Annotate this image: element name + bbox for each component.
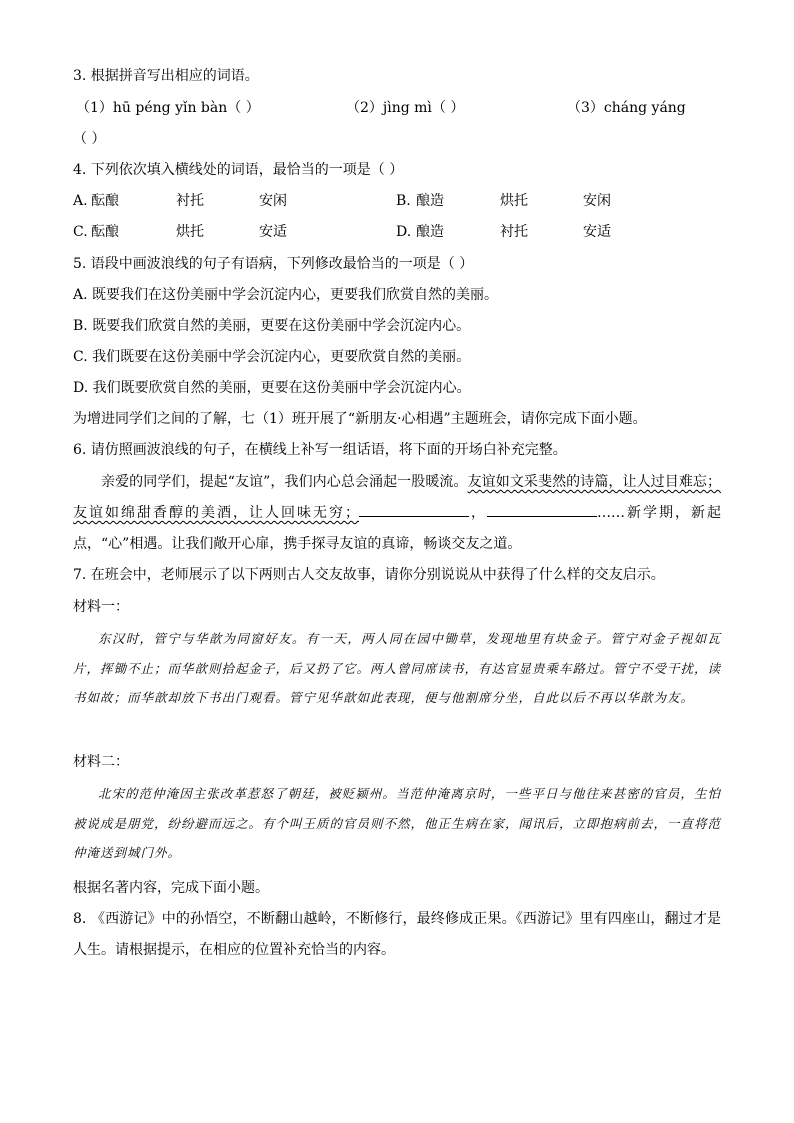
- q3-pinyin-1: （1）hū péng yǐn bàn（ ）: [76, 100, 260, 116]
- q3-stem: 3. 根据拼音写出相应的词语。: [73, 68, 259, 84]
- q5-stem: 5. 语段中画波浪线的句子有语病，下列修改最恰当的一项是（ ）: [73, 256, 474, 272]
- q4-option-b-word-2: 烘托: [500, 193, 528, 209]
- q5-option-d: D. 我们既要欣赏自然的美丽，更要在这份美丽中学会沉淀内心。: [73, 380, 471, 396]
- q3-pinyin-2: （2）jìng mì（ ）: [346, 100, 465, 116]
- q7-material-2-text: 北宋的范仲淹因主张改革惹怒了朝廷，被贬颍州。当范仲淹离京时，一些平日与他往来甚密的官员，生怕被说成是朋党，纷纷避而远之。有个叫王质的官员则不然，他正生病在家，闻讯后，立即抱病前去，一直将范仲淹送到城门外。: [73, 786, 722, 860]
- q4-option-b-word-1: 酿造: [416, 193, 444, 209]
- q4-stem: 4. 下列依次填入横线处的词语，最恰当的一项是（ ）: [73, 162, 404, 178]
- q4-option-d-word-1: 酿造: [416, 224, 444, 240]
- q6-passage-closing: ……新学期，新起点，“心”相遇。让我们敞开心扉，携手探寻友谊的真谛，畅谈交友之道。: [73, 505, 721, 552]
- q5-option-b: B. 既要我们欣赏自然的美丽，更要在这份美丽中学会沉淀内心。: [73, 318, 471, 334]
- q4-option-a-word-2: 衬托: [176, 193, 204, 209]
- q4-option-d-word-2: 衬托: [500, 224, 528, 240]
- q6-passage: [73, 467, 721, 560]
- q6-wavy-sentence: 友谊如文采斐然的诗篇，让人过目难忘；友谊如绵甜香醇的美酒，让人回味无穷；: [73, 474, 721, 521]
- q4-option-b-key: B.: [396, 193, 411, 209]
- q4-option-a-key: A.: [73, 193, 88, 209]
- q4-option-c-word-3: 安适: [259, 224, 287, 240]
- q6-passage-opening: 亲爱的同学们，提起“友谊”，我们内心总会涌起一股暖流。: [101, 474, 468, 490]
- q5-option-c: C. 我们既要在这份美丽中学会沉淀内心，更要欣赏自然的美丽。: [73, 349, 471, 365]
- q6-stem: 6. 请仿照画波浪线的句子，在横线上补写一组话语，将下面的开场白补充完整。: [73, 442, 567, 458]
- q3-pinyin-3: （3）cháng yáng: [567, 100, 686, 116]
- q8-text: 8. 《西游记》中的孙悟空，不断翻山越岭，不断修行，最终修成正果。《西游记》里有四座山，翻过才是人生。请根据提示，在相应的位置补充恰当的内容。: [73, 911, 721, 958]
- q4-option-a-word-3: 安闲: [259, 193, 287, 209]
- q7-material-1-text: 东汉时，管宁与华歆为同窗好友。有一天，两人同在园中锄草，发现地里有块金子。管宁对金子视如瓦片，挥锄不止；而华歆则拾起金子，后又扔了它。两人曾同席读书，有达官显贵乘车路过。管宁不受干扰，读书如故；而华歆却放下书出门观看。管宁见华歆如此表现，便与他割席分坐，自此以后不再以华歆为友。: [73, 631, 722, 705]
- section-intro-2: 根据名著内容，完成下面小题。: [73, 880, 269, 896]
- q4-option-c-word-1: 酝酿: [91, 224, 119, 240]
- q4-option-d-key: D.: [396, 224, 412, 240]
- q4-option-b-word-3: 安闲: [583, 193, 611, 209]
- q4-option-a-word-1: 酝酿: [91, 193, 119, 209]
- q6-blank-separator: ，: [469, 505, 487, 521]
- q6-blank-2[interactable]: [487, 501, 597, 517]
- q7-material-2-label: 材料二：: [73, 754, 129, 770]
- q6-blank-1[interactable]: [359, 501, 469, 517]
- q7-stem: 7. 在班会中，老师展示了以下两则古人交友故事，请你分别说说从中获得了什么样的交友启示。: [73, 567, 665, 583]
- q7-material-1-label: 材料一：: [73, 599, 129, 615]
- q4-option-d-word-3: 安适: [583, 224, 611, 240]
- q4-option-c-word-2: 烘托: [176, 224, 204, 240]
- q5-option-a: A. 既要我们在这份美丽中学会沉淀内心，更要我们欣赏自然的美丽。: [73, 287, 499, 303]
- section-intro: 为增进同学们之间的了解，七（1）班开展了“新朋友·心相遇”主题班会，请你完成下面小题。: [73, 411, 647, 427]
- q3-pinyin-3-blank: （ ）: [73, 131, 106, 147]
- q4-option-c-key: C.: [73, 224, 88, 240]
